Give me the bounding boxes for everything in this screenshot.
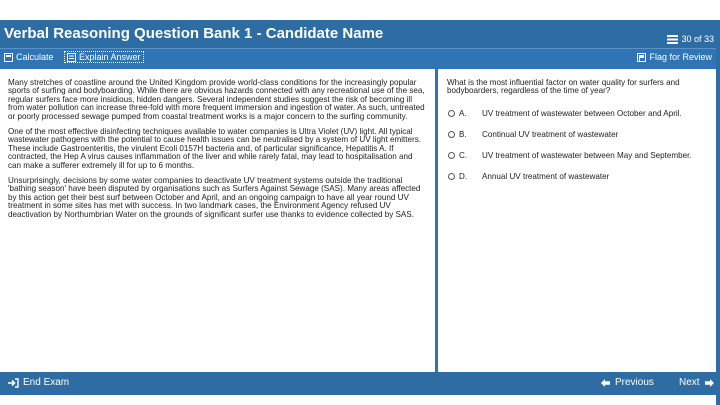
option-letter: C. [459, 151, 468, 160]
next-button[interactable] [679, 377, 715, 388]
option-text: UV treatment of wastewater between May and September. [482, 151, 692, 160]
answer-option-b[interactable] [447, 130, 717, 151]
explain-answer-button[interactable] [64, 51, 144, 63]
arrow-left-icon [600, 378, 611, 388]
flag-icon [637, 53, 646, 62]
radio-button[interactable] [448, 173, 455, 180]
passage-paragraph-1: Many stretches of coastline around the United Kingdom provide world-class conditions for the increasingly popular sports of surfing and bodyboarding. While there are obvious hazards connected with any recreational use of the sea, regular surfers face more insidious, hidden dangers. Several independent studies suggest the risk of becoming ill from water pollution can increase three-fold with more frequent immersion and ingestion of water. As such, untreated or poorly processed sewage pumped from coastal treatment works is a major concern to the surfing community. [8, 78, 425, 121]
end-exam-button[interactable] [8, 377, 69, 388]
answer-options [447, 109, 717, 193]
top-strip [0, 0, 720, 20]
option-text: Continual UV treatment of wastewater [482, 130, 619, 139]
calculator-button[interactable] [4, 52, 54, 62]
question-text: What is the most influential factor on water quality for surfers and bodyboarders, regardless of the time of year? [447, 78, 680, 96]
title-bar [0, 20, 720, 48]
next-label: Next [679, 377, 700, 388]
calculator-label: Calculate [16, 52, 54, 62]
passage-paragraph-2: One of the most effective disinfecting techniques available to water companies is Ultra Violet (UV) light. All typical wastewater pathogens with the potential to cause health issues can be neutralised by a system of UV light emitters. These include Gastroenteritis, the virulent Ecoli 0157H bacteria and, of particular significance, Hepatitis A. If contracted, the Hep A virus causes inflammation of the liver and while rarely fatal, may lead to hospitalisation and can make a sufferer extremely ill for up to 6 months. [8, 127, 422, 170]
list-icon [667, 35, 678, 44]
bottom-strip [0, 395, 720, 405]
bottom-bar [0, 372, 720, 395]
toolbar [0, 34, 720, 69]
answer-option-d[interactable] [447, 172, 717, 193]
question-counter [667, 34, 714, 44]
exit-icon [8, 378, 19, 388]
explain-icon [67, 53, 76, 62]
end-exam-label: End Exam [23, 377, 70, 388]
page-title: Verbal Reasoning Question Bank 1 - Candidate Name [4, 25, 384, 42]
previous-label: Previous [615, 377, 654, 388]
arrow-right-icon [704, 378, 715, 388]
option-text: Annual UV treatment of wastewater [482, 172, 610, 181]
radio-button[interactable] [448, 110, 455, 117]
answer-option-a[interactable] [447, 109, 717, 130]
option-letter: A. [459, 109, 467, 118]
flag-for-review-button[interactable] [637, 52, 712, 62]
answer-option-c[interactable] [447, 151, 717, 172]
option-letter: B. [459, 130, 467, 139]
radio-button[interactable] [448, 152, 455, 159]
right-edge-bar [716, 20, 720, 405]
passage-paragraph-3: Unsurprisingly, decisions by some water companies to deactivate UV treatment systems outside the traditional 'bathing season' have been disputed by organisations such as Surfers Against Sewage (SAS). Many areas affected by this action get their best surf between October and April, and an ongoing campaign to have all year round UV treatment in some sites has met with success. In two landmark cases, the Environment Agency refused UV deactivation by Northumbrian Water on the grounds of significant surfer use thanks to evidence collected by SAS. [8, 176, 421, 219]
panel-divider[interactable] [435, 69, 438, 372]
option-text: UV treatment of wastewater between October and April. [482, 109, 682, 118]
passage-text [8, 79, 426, 226]
content-area [0, 69, 720, 372]
previous-button[interactable] [600, 377, 654, 388]
radio-button[interactable] [448, 131, 455, 138]
option-letter: D. [459, 172, 468, 181]
explain-answer-label: Explain Answer [79, 52, 141, 62]
question-counter-text: 30 of 33 [681, 34, 714, 44]
calculator-icon [4, 53, 13, 62]
flag-for-review-label: Flag for Review [649, 52, 712, 62]
